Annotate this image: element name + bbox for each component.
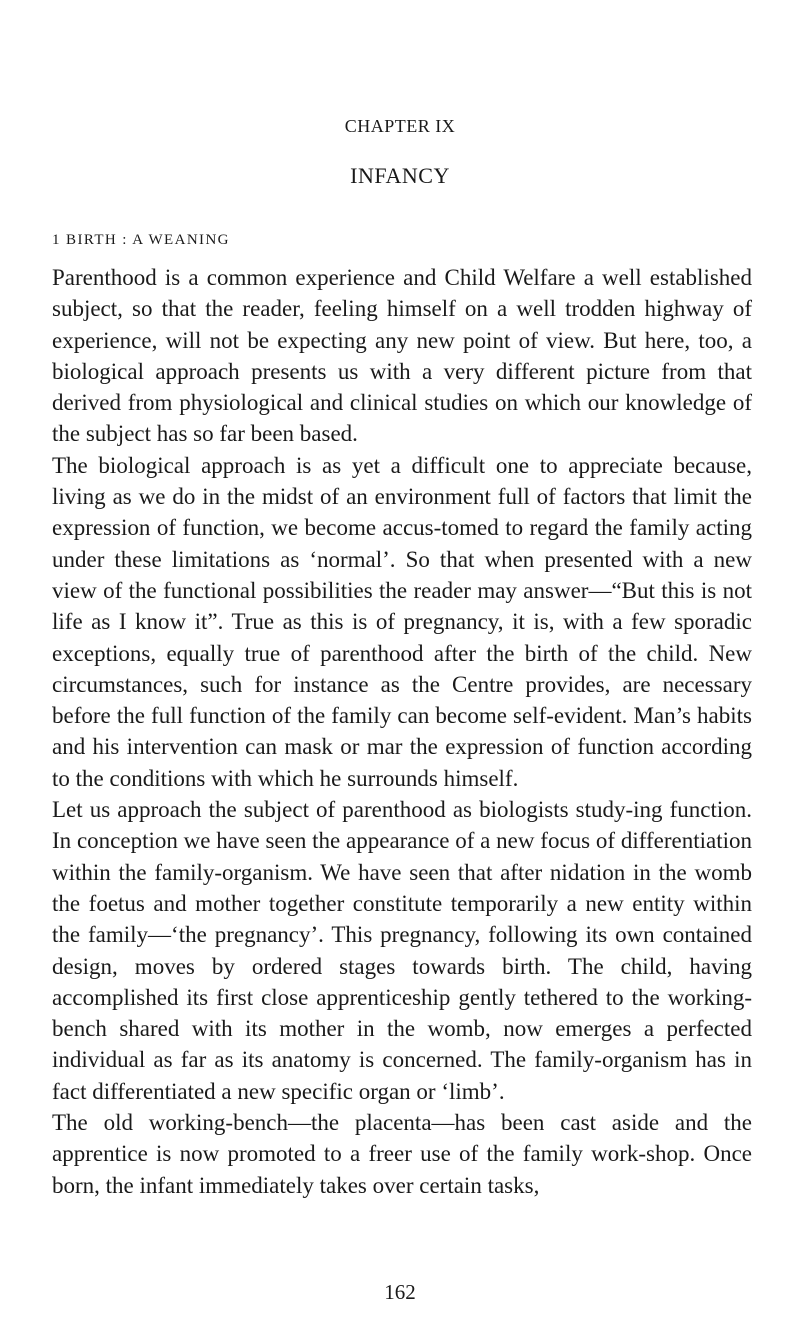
chapter-title: INFANCY	[350, 163, 450, 188]
paragraph: The old working-bench—the placenta—has been cast aside and the apprentice is now promoted to a freer use of the family work-shop. Once born, the infant immediately takes over certain tasks,	[52, 1110, 752, 1198]
paragraph: Let us approach the subject of parenthood as biologists study-ing function. In conception we have seen the appearance of a new focus of differentiation within the family-organism. We have seen that after nidation in the womb the foetus and mother together constitute temporarily a new entity within the family—‘the pregnancy’. This pregnancy, following its own contained design, moves by ordered stages towards birth. The child, having accomplished its first close apprenticeship gently tethered to the working-bench shared with its mother in the womb, now emerges a perfected individual as far as its anatomy is concerned. The family-organism has in fact differentiated a new specific organ or ‘limb’.	[52, 797, 752, 1104]
body-text	[52, 262, 752, 1201]
paragraph: Parenthood is a common experience and Child Welfare a well established subject, so that the reader, feeling himself on a well trodden highway of experience, will not be expecting any new point of view. But here, too, a biological approach presents us with a very different picture from that derived from physiological and clinical studies on which our knowledge of the subject has so far been based.	[52, 265, 752, 447]
chapter-label: CHAPTER IX	[344, 116, 456, 136]
section-heading: 1 BIRTH : A WEANING	[52, 232, 230, 248]
page-number: 162	[384, 1280, 416, 1304]
paragraph: The biological approach is as yet a difficult one to appreciate because, living as we do in the midst of an environment full of factors that limit the expression of function, we become accus-tomed to regard the family acting under these limitations as ‘normal’. So that when presented with a new view of the functional possibilities the reader may answer—“But this is not life as I know it”. True as this is of pregnancy, it is, with a few sporadic exceptions, equally true of parenthood after the birth of the child. New circumstances, such for instance as the Centre provides, are necessary before the full function of the family can become self-evident. Man’s habits and his intervention can mask or mar the expression of function according to the conditions with which he surrounds himself.	[52, 452, 752, 791]
